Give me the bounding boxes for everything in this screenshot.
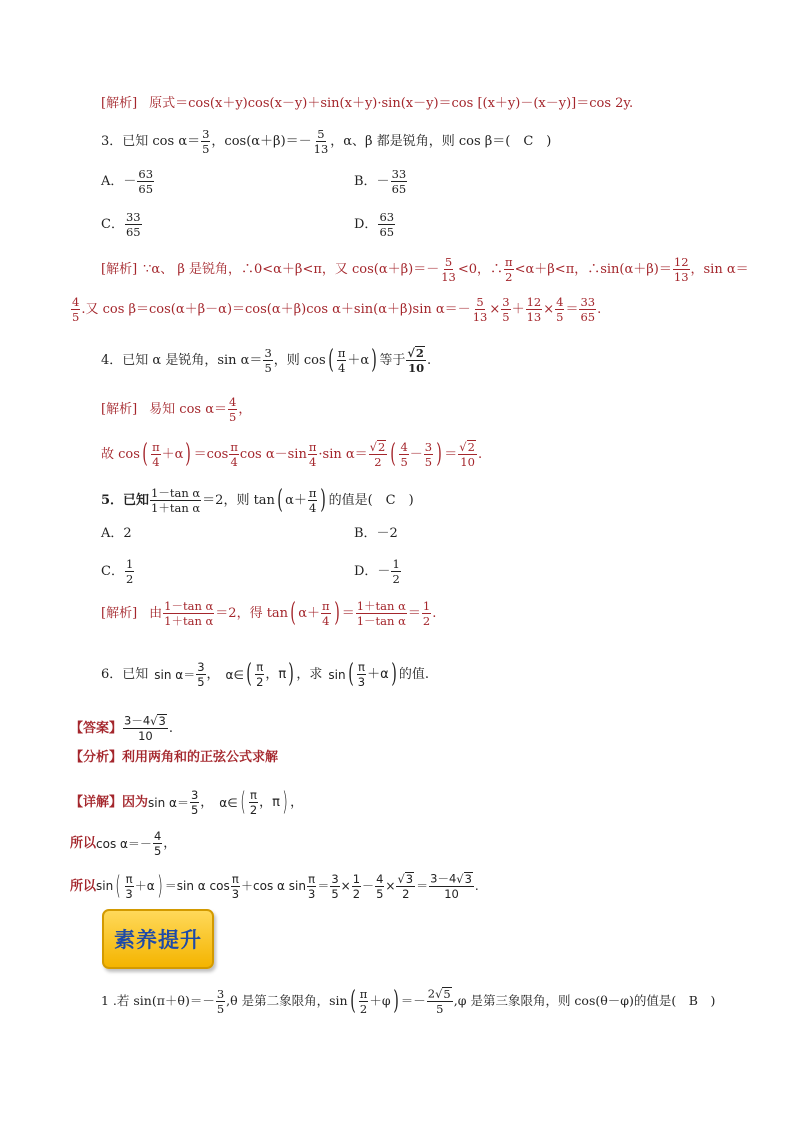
q3-option-d: D． $\frac{63}{65}$ [354,210,395,240]
q5-option-d: D．－ $\frac{1}{2}$ [354,557,400,587]
p1-stem: 1 .若 sin(π＋θ)＝－ $\frac{3}{5}$ ,θ 是第二象限角，sin ( $\frac{\pi}{2}$ ＋φ ) ＝－ 2√ 5 5 ,φ 是第三象限角，则 cos(θ－φ)的值是( B ) [101,985,716,1017]
q6-answer: 【答案】 3－4√ 3 10 . [70,713,173,744]
answer: √ 2 10 [407,345,425,376]
q4-solution-line2: 故 cos ( $\frac{\pi}{4}$ ＋α ) ＝cos $\frac{\pi}{4}$ cos α－sin $\frac{\pi}{4}$ ·sin α＝ √ 2 2 ( $\frac{4}{5}$ － $\frac{3}{5}$ ) ＝ √ 2 10 . [101,438,483,470]
solution-label: [解析] [101,606,138,622]
answer-label: 【答案】 [70,720,123,736]
q3-option-b: B．－ $\frac{33}{65}$ [354,167,407,197]
stem-text: ，cos(α＋β)＝－ [211,134,312,150]
section-badge [102,909,214,969]
solution-label: [解析] [101,96,138,111]
solution-text: 原式＝cos(x＋y)cos(x－y)＋sin(x＋y)·sin(x－y)＝cos [(x＋y)－(x－y)]＝cos 2y. [149,96,634,111]
q3-option-a: A．－ $\frac{63}{65}$ [101,167,154,197]
q6-detail-line1: 【详解】 因为 sin α＝ $\frac{3}{5}$ ， α∈ ( $\frac{\pi}{2}$ ，π ) ， [70,787,304,818]
q5-solution: [解析] 由 $\frac{\text{1－tan α}}{\text{1＋tan α}}$ ＝2，得 tan ( α＋ $\frac{\pi}{4}$ ) ＝ $\frac{\text{1＋tan α}}{\text{1－tan α}}$ ＝ $\frac{1}{2}$ . [101,598,437,629]
q4-solution-line1: [解析] 易知 cos α＝ $\frac{4}{5}$ ， [101,395,252,425]
section-title: 素养提升 [114,928,202,952]
q2-solution [101,97,633,110]
solution-label: [解析] [101,262,138,278]
analysis-text: 利用两角和的正弦公式求解 [122,750,279,765]
q3-solution-line1: [解析] ∵α、 β 是锐角，∴0<α＋β<π，又 cos(α＋β)＝－ $\frac{5}{13}$ <0，∴ $\frac{\pi}{2}$ <α＋β<π，∴sin(α＋β)＝ $\frac{12}{13}$ ，sin α＝ [101,255,749,285]
q5-option-b: B．－2 [354,526,398,541]
q4-stem: 4．已知 α 是锐角，sin α＝ $\frac{3}{5}$ ，则 cos ( $\frac{\pi}{4}$ ＋α ) 等于 √ 2 10 . [101,344,432,376]
q5-option-a: A．2 [101,526,132,541]
solution-label: [解析] [101,402,138,418]
stem-text: ，α、β 都是锐角，则 cos β＝( C ) [330,134,552,150]
q6-detail-line2: 所以 cos α＝－ $\frac{4}{5}$ ， [70,829,177,859]
detail-label: 【详解】 [70,795,123,811]
fraction: $\frac{3}{5}$ [202,127,210,157]
analysis-label: 【分析】 [70,750,123,765]
q5-stem: 5．已知 $\frac{\text{1－tan α}}{\text{1＋tan α}}$ ＝2，则 tan ( α＋ $\frac{\pi}{4}$ ) 的值是( C ) [101,485,414,516]
stem-text: 3．已知 cos α＝ [101,134,201,150]
fraction: $\frac{5}{13}$ [313,127,329,157]
q3-stem [101,128,551,155]
q6-analysis [70,751,278,764]
q5-option-c: C． $\frac{1}{2}$ [101,557,134,587]
q6-detail-line3: 所以 sin ( $\frac{\pi}{3}$ ＋α ) ＝sin α cos $\frac{\pi}{3}$ ＋cos α sin $\frac{\pi}{3}$ ＝ $\frac{3}{5}$ × $\frac{1}{2}$ － $\frac{4}{5}$ × √ 3 2 ＝ 3－4√ 3 10 . [70,870,479,902]
q3-option-c: C． $\frac{33}{65}$ [101,210,141,240]
q3-solution-line2: $\frac{4}{5}$ .又 cos β＝cos(α＋β－α)＝cos(α＋β)cos α＋sin(α＋β)sin α＝－ $\frac{5}{13}$ × $\frac{3}{5}$ ＋ $\frac{12}{13}$ × $\frac{4}{5}$ ＝ $\frac{33}{65}$ . [72,295,602,325]
q6-stem: 6．已知 sin α＝ $\frac{3}{5}$ ， α∈ ( $\frac{\pi}{2}$ ，π ) ，求 sin ( $\frac{\pi}{3}$ ＋α ) 的值. [101,659,429,690]
